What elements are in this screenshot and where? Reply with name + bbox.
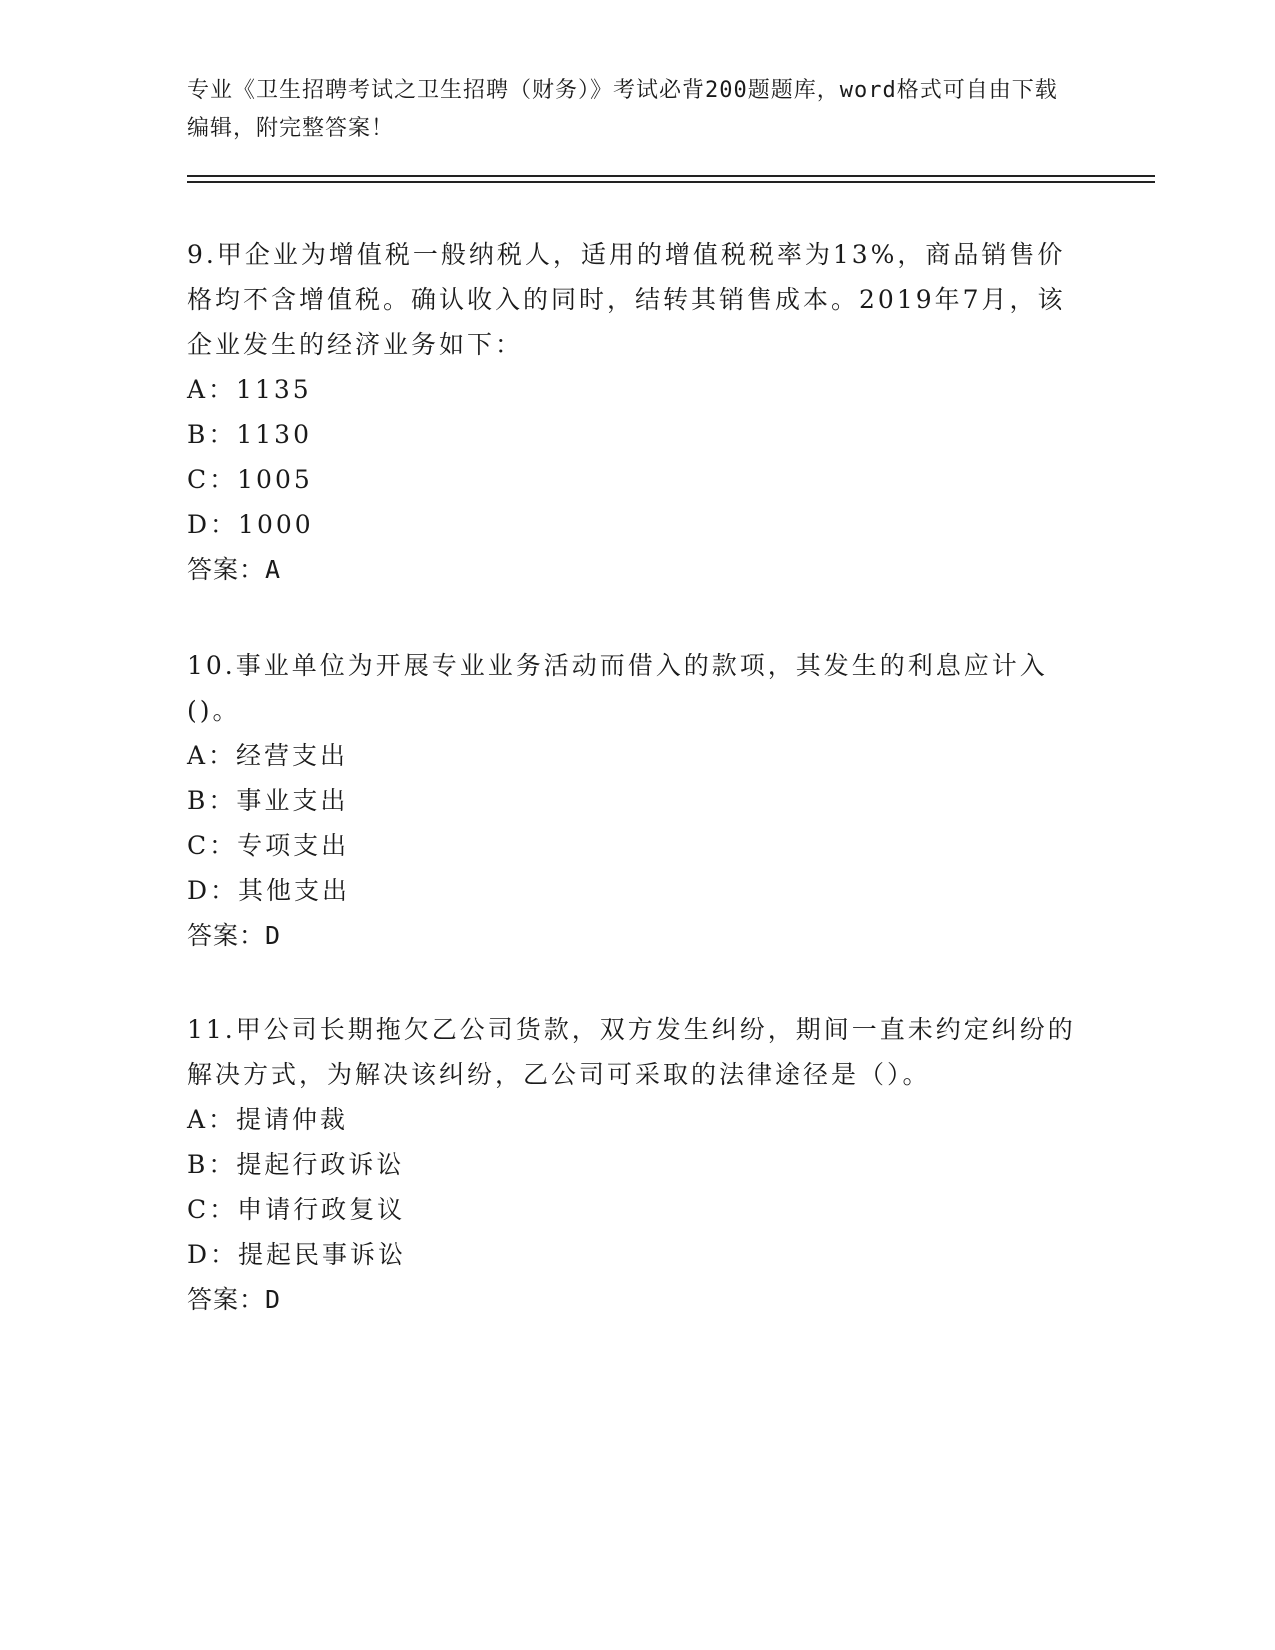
question-stem: 10.事业单位为开展专业业务活动而借入的款项，其发生的利息应计入()。 bbox=[187, 651, 1048, 725]
option-d: D：其他支出 bbox=[187, 876, 351, 905]
option-b: B：提起行政诉讼 bbox=[187, 1150, 405, 1179]
question-block bbox=[187, 643, 1087, 958]
answer-line: 答案：D bbox=[187, 1285, 282, 1314]
question-stem: 9.甲企业为增值税一般纳税人，适用的增值税税率为13%，商品销售价格均不含增值税。确认收入的同时，结转其销售成本。2019年7月，该企业发生的经济业务如下： bbox=[187, 240, 1066, 359]
answer-line: 答案：D bbox=[187, 921, 282, 950]
option-c: C：1005 bbox=[187, 465, 313, 494]
option-d: D：提起民事诉讼 bbox=[187, 1240, 407, 1269]
question-block bbox=[187, 1007, 1087, 1322]
option-a: A：1135 bbox=[187, 375, 312, 404]
option-a: A：经营支出 bbox=[187, 741, 349, 770]
option-b: B：事业支出 bbox=[187, 786, 349, 815]
option-c: C：专项支出 bbox=[187, 831, 350, 860]
question-stem: 11.甲公司长期拖欠乙公司货款，双方发生纠纷，期间一直未约定纠纷的解决方式，为解决该纠纷，乙公司可采取的法律途径是（）。 bbox=[187, 1015, 1076, 1089]
question-block bbox=[187, 232, 1087, 592]
header-divider-bottom bbox=[187, 181, 1155, 183]
option-a: A：提请仲裁 bbox=[187, 1105, 349, 1134]
answer-line: 答案：A bbox=[187, 555, 282, 584]
document-intro: 专业《卫生招聘考试之卫生招聘（财务）》考试必背200题题库，word格式可自由下载编辑，附完整答案！ bbox=[187, 78, 1058, 141]
option-b: B：1130 bbox=[187, 420, 312, 449]
option-c: C：申请行政复议 bbox=[187, 1195, 406, 1224]
option-d: D：1000 bbox=[187, 510, 314, 539]
header-divider-top bbox=[187, 175, 1155, 177]
